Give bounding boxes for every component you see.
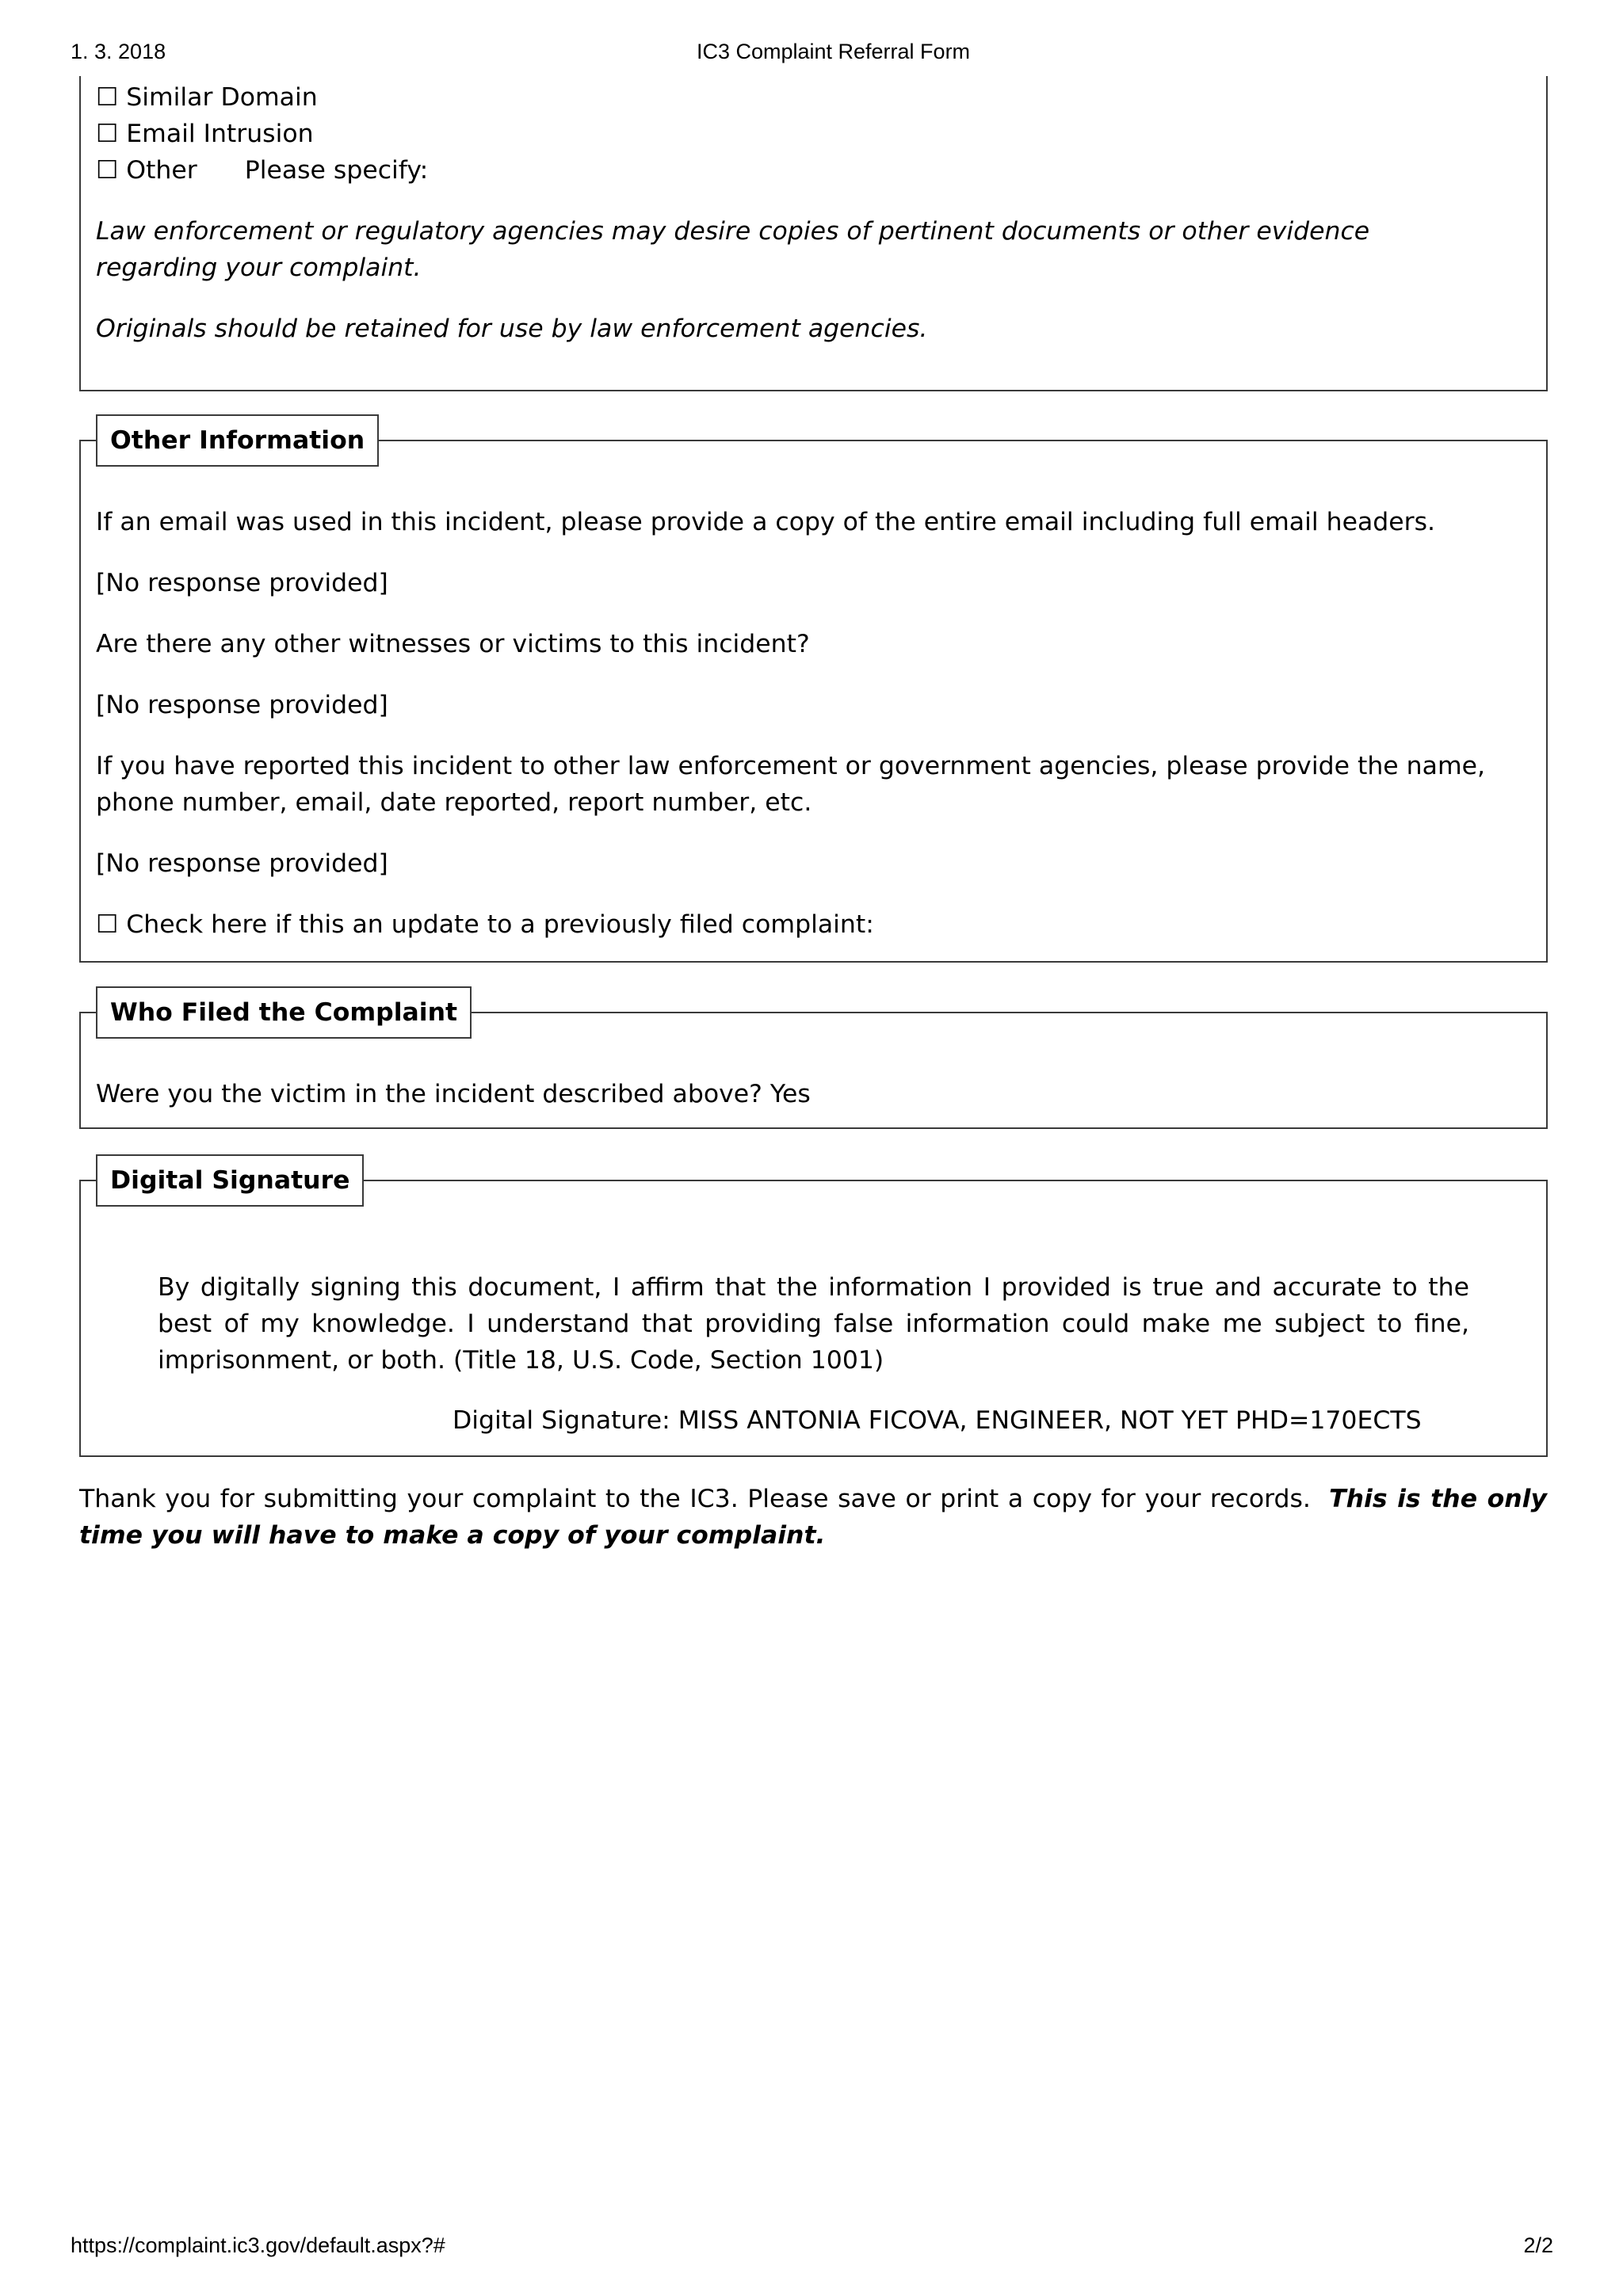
option-label: Similar Domain [126, 83, 318, 112]
question-email: If an email was used in this incident, please provide a copy of the entire email including full email headers. [96, 508, 1436, 536]
who-filed-legend: Who Filed the Complaint [96, 986, 472, 1039]
checkbox-icon: ☐ [96, 156, 119, 185]
closing-text: Thank you for submitting your complaint to the IC3. Please save or print a copy for your records. [79, 1485, 1311, 1513]
victim-question-text: Were you the victim in the incident described above? [96, 1080, 762, 1108]
signature-affirmation: By digitally signing this document, I affirm that the information I provided is true and accurate to the best of my knowledge. I understand that providing false information could make me subject to fine, imprisonment, or both. (Title 18, U.S. Code, Section 1001) [158, 1273, 1469, 1375]
digital-signature-legend: Digital Signature [96, 1154, 364, 1207]
signature-label: Digital Signature: [453, 1406, 670, 1435]
option-other [96, 152, 428, 189]
checkbox-icon: ☐ [96, 910, 119, 939]
victim-question [96, 1076, 811, 1112]
victim-answer: Yes [769, 1080, 811, 1108]
checkbox-icon: ☐ [96, 83, 119, 112]
checkbox-icon: ☐ [96, 120, 119, 148]
print-url: https://complaint.ic3.gov/default.aspx?# [71, 2233, 445, 2257]
print-title: IC3 Complaint Referral Form [696, 40, 971, 63]
signature-value: MISS ANTONIA FICOVA, ENGINEER, NOT YET PHD=170ECTS [678, 1406, 1422, 1435]
closing-emphasis: This is the only time you will have to make a copy of your complaint. [79, 1485, 1548, 1550]
evidence-note-1: Law enforcement or regulatory agencies may desire copies of pertinent documents or other evidence regarding your complaint. [96, 217, 1370, 282]
answer-email: [No response provided] [96, 569, 388, 597]
other-information-legend: Other Information [96, 414, 379, 467]
question-witnesses: Are there any other witnesses or victims to this incident? [96, 630, 810, 658]
closing-message [79, 1481, 1547, 1554]
signature-line [453, 1402, 1422, 1439]
evidence-note-2: Originals should be retained for use by law enforcement agencies. [96, 315, 928, 343]
answer-other-agencies: [No response provided] [96, 849, 388, 878]
specify-label: Please specify: [244, 156, 429, 185]
option-email-intrusion [96, 116, 314, 152]
option-label: Other [126, 156, 197, 185]
print-date: 1. 3. 2018 [71, 40, 166, 63]
option-similar-domain [96, 79, 318, 116]
print-page-number: 2/2 [1523, 2233, 1553, 2257]
question-other-agencies: If you have reported this incident to other law enforcement or government agencies, please provide the name, phone number, email, date reported, report number, etc. [96, 752, 1486, 817]
update-complaint-check [96, 906, 874, 943]
answer-witnesses: [No response provided] [96, 691, 388, 719]
update-label: Check here if this an update to a previously filed complaint: [126, 910, 874, 939]
option-label: Email Intrusion [126, 120, 314, 148]
